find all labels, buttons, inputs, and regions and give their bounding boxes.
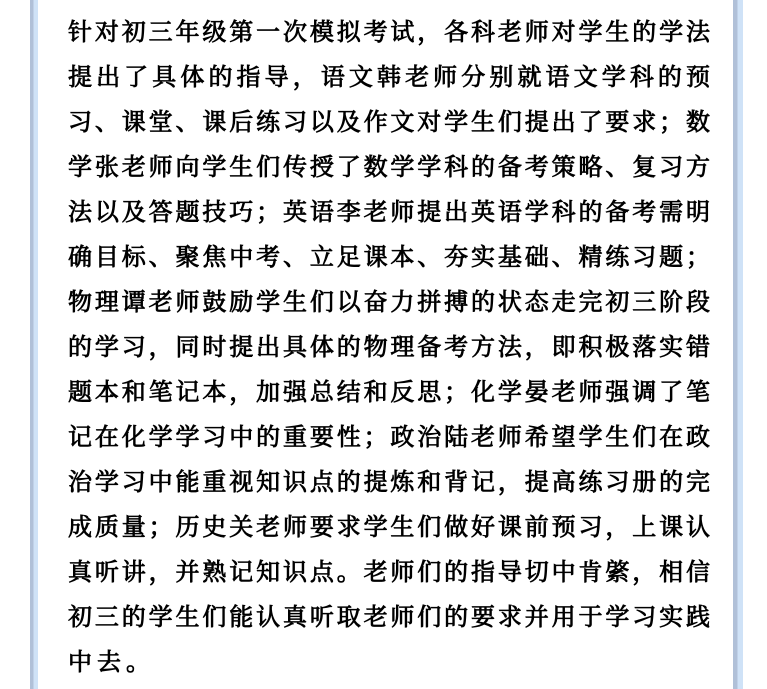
text-line: 初三的学生们能认真听取老师们的要求并用于学习实践 — [68, 603, 712, 631]
text-line: 题本和笔记本，加强总结和反思；化学晏老师强调了笔 — [68, 378, 712, 406]
text-line: 的学习，同时提出具体的物理备考方法，即积极落实错 — [68, 333, 712, 361]
text-line: 提出了具体的指导，语文韩老师分别就语文学科的预 — [68, 63, 712, 91]
right-vertical-rule — [733, 0, 743, 689]
paragraph — [68, 10, 712, 685]
text-line: 真听讲，并熟记知识点。老师们的指导切中肯綮，相信 — [68, 558, 712, 586]
text-line: 习、课堂、课后练习以及作文对学生们提出了要求；数 — [68, 108, 712, 136]
left-vertical-rule — [30, 0, 38, 689]
text-line: 针对初三年级第一次模拟考试，各科老师对学生的学法 — [68, 18, 712, 46]
text-line: 确目标、聚焦中考、立足课本、夯实基础、精练习题； — [68, 243, 712, 271]
text-line: 中去。 — [68, 648, 155, 676]
text-line: 法以及答题技巧；英语李老师提出英语学科的备考需明 — [68, 198, 712, 226]
text-line: 治学习中能重视知识点的提炼和背记，提高练习册的完 — [68, 468, 712, 496]
text-line: 记在化学学习中的重要性；政治陆老师希望学生们在政 — [68, 423, 712, 451]
text-line: 成质量；历史关老师要求学生们做好课前预习，上课认 — [68, 513, 712, 541]
text-line: 学张老师向学生们传授了数学学科的备考策略、复习方 — [68, 153, 712, 181]
text-line: 物理谭老师鼓励学生们以奋力拼搏的状态走完初三阶段 — [68, 288, 712, 316]
